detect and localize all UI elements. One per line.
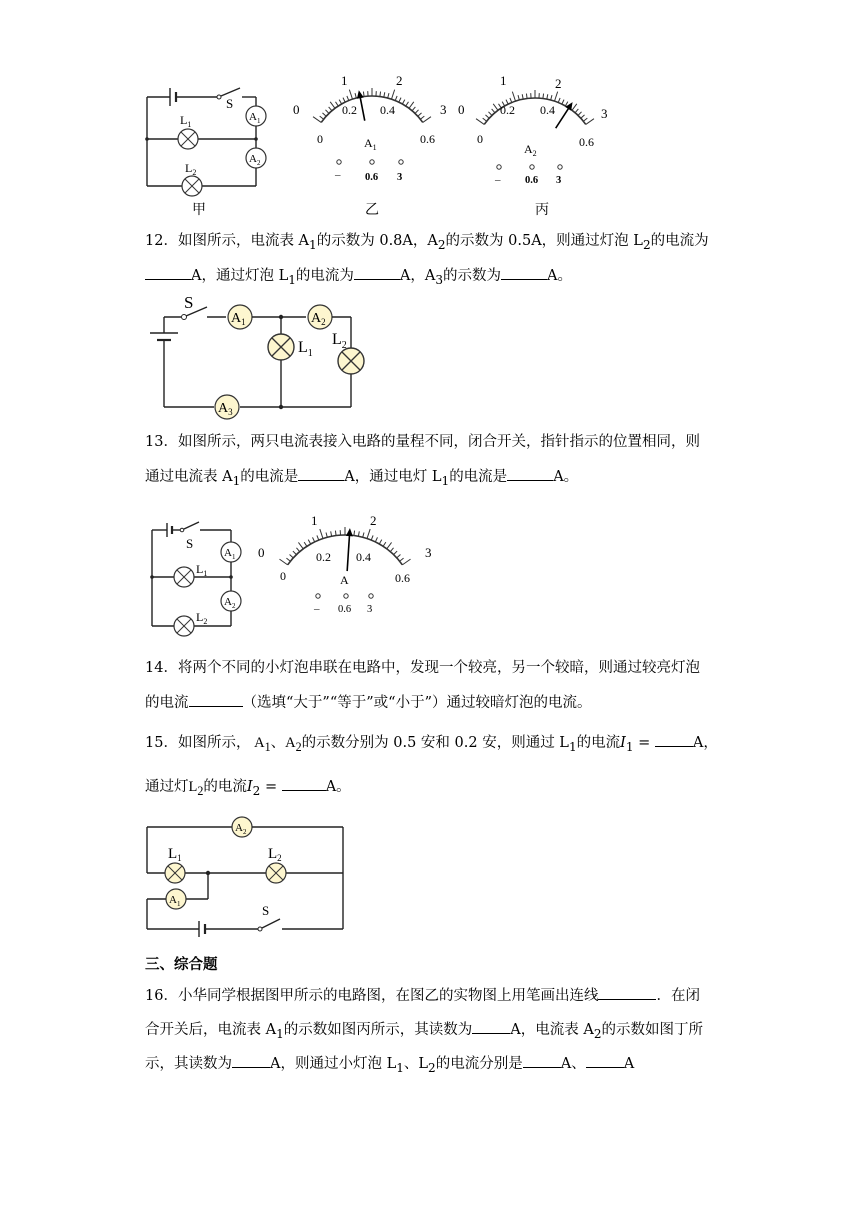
- svg-text:0.6: 0.6: [525, 175, 539, 186]
- svg-text:A2: $A_2$: [235, 822, 247, 836]
- dial-tick: [493, 104, 498, 110]
- dial-tick: [308, 540, 310, 544]
- dial-tick: [320, 116, 324, 119]
- dial-tick: [562, 100, 564, 105]
- dial-tick: [485, 115, 489, 118]
- answer-blank[interactable]: [501, 265, 547, 280]
- dial-tick: [395, 96, 397, 101]
- dial-tick: [336, 102, 339, 106]
- svg-text:0.6: 0.6: [338, 604, 352, 615]
- svg-text:–: –: [335, 169, 341, 181]
- dial-tick: [558, 98, 560, 103]
- svg-text:S: S: [186, 536, 194, 551]
- question-13-line2: 通过电流表 $A_1$的电流是 A，通过电灯 $L_1$的电流是 A。: [145, 466, 725, 491]
- dial-tick: [317, 535, 319, 540]
- dial-tick: [551, 95, 552, 100]
- ammeter-dial-q13: [255, 505, 440, 625]
- dial-tick: [329, 107, 332, 111]
- dial-tick: [355, 93, 356, 98]
- dial-tick: [380, 92, 381, 97]
- lamp-l1: [178, 129, 198, 149]
- dial-tick: [383, 542, 386, 546]
- svg-text:A2: $A_2$: [311, 311, 326, 327]
- svg-text:1: 1: [341, 73, 348, 88]
- dial-tick: [358, 531, 359, 536]
- svg-text:S: S: [184, 293, 194, 312]
- answer-blank[interactable]: [232, 1053, 270, 1068]
- dial-tick: [325, 110, 328, 114]
- answer-blank[interactable]: [507, 466, 553, 481]
- dial-tick: [555, 92, 558, 101]
- dial-tick: [406, 102, 409, 106]
- dial-tick: [488, 112, 491, 116]
- answer-blank[interactable]: [354, 265, 400, 280]
- svg-text:A1: $A_1$: [249, 111, 261, 125]
- lamp-l2: [266, 863, 286, 883]
- question-16-line2: 合开关后，电流表 $A_1$的示数如图丙所示，其读数为 A，电流表 $A_2$的示数如图丁所: [145, 1019, 725, 1044]
- dial-tick: [415, 110, 418, 114]
- dial-tick: [331, 531, 332, 536]
- lamp-l1: [268, 334, 294, 360]
- answer-blank[interactable]: [145, 265, 191, 280]
- svg-text:–: –: [314, 603, 320, 615]
- dial-tick: [286, 558, 290, 561]
- dial-tick: [390, 548, 393, 552]
- dial-tick: [572, 104, 577, 110]
- dial-tick: [392, 90, 395, 99]
- svg-text:0.6: 0.6: [420, 132, 435, 146]
- dial-tick: [492, 109, 495, 113]
- dial-tick: [279, 559, 287, 565]
- dial-tick: [375, 537, 377, 542]
- svg-text:L1: $L_1$: [298, 339, 313, 359]
- svg-text:A2: $A_2$: [224, 596, 236, 610]
- dial-tick: [399, 98, 401, 103]
- circuit-figure-q15: [0, 815, 860, 935]
- svg-text:2: 2: [396, 73, 403, 88]
- svg-text:3: 3: [397, 172, 403, 183]
- svg-text:A1: $A_1$: [364, 136, 377, 152]
- dial-tick: [518, 95, 519, 100]
- dial-tick: [387, 542, 392, 548]
- question-16-line3: 示，其读数为 A，则通过小灯泡 $L_1$、$L_2$的电流分别是 A、 A: [145, 1053, 725, 1078]
- svg-text:1: 1: [500, 73, 507, 88]
- ammeter-dial-yi: [290, 70, 460, 190]
- dial-tick: [586, 119, 594, 125]
- dial-tick: [575, 109, 578, 113]
- circuit-figure-q12: [0, 290, 860, 420]
- dial-arc: [288, 535, 403, 565]
- caption-bing: 丙: [535, 203, 549, 218]
- dial-tick: [343, 98, 345, 103]
- svg-text:0: 0: [258, 545, 265, 560]
- svg-text:0: 0: [477, 132, 483, 146]
- dial-tick: [296, 548, 299, 552]
- svg-text:3: 3: [367, 604, 373, 615]
- svg-text:A1: $A_1$: [224, 547, 236, 561]
- dial-tick: [388, 93, 389, 98]
- dial-tick: [349, 90, 352, 99]
- svg-text:2: 2: [555, 76, 562, 91]
- dial-tick: [565, 102, 567, 106]
- dial-tick: [347, 96, 349, 101]
- switch-label: S: [226, 96, 234, 111]
- dial-tick: [522, 94, 523, 99]
- svg-text:L2: $L_2$: [332, 331, 347, 351]
- dial-tick: [304, 542, 307, 546]
- dial-tick: [547, 94, 548, 99]
- ammeter-dial-bing: [455, 70, 625, 190]
- dial-tick: [371, 535, 373, 540]
- dial-tick: [402, 559, 410, 565]
- svg-text:2: 2: [370, 513, 377, 528]
- dial-tick: [363, 92, 364, 97]
- dial-tick: [578, 112, 581, 116]
- svg-text:0.6: 0.6: [365, 172, 379, 183]
- svg-text:0.6: 0.6: [579, 135, 594, 149]
- svg-text:A2: $A_2$: [524, 142, 537, 158]
- dial-tick: [581, 115, 585, 118]
- svg-text:L2: $L_2$: [196, 610, 208, 626]
- question-16-line1: 16．小华同学根据图甲所示的电路图，在图乙的实物图上用笔画出连线 ．在闭: [145, 985, 725, 1006]
- dial-tick: [512, 92, 515, 101]
- dial-tick: [402, 100, 404, 104]
- svg-text:0.4: 0.4: [380, 103, 395, 117]
- answer-blank[interactable]: [282, 776, 326, 791]
- dial-tick: [290, 554, 294, 557]
- lamp-l2: [182, 176, 202, 196]
- svg-text:3: 3: [601, 106, 608, 121]
- svg-text:L2: $L_2$: [268, 846, 282, 863]
- lamp-l2: [174, 616, 194, 636]
- answer-blank[interactable]: [472, 1019, 510, 1034]
- svg-text:0.4: 0.4: [356, 550, 371, 564]
- question-15-line1: 15．如图所示， $A_1$、$A_2$的示数分别为 0.5 安和 0.2 安，则通过 $L_1$的电流$I_1 = A$，: [145, 732, 725, 757]
- dial-tick: [423, 117, 431, 123]
- answer-blank[interactable]: [189, 692, 243, 707]
- dial-tick: [313, 537, 315, 542]
- caption-yi: 乙: [365, 203, 379, 218]
- lamp-l2: [338, 348, 364, 374]
- dial-tick: [412, 107, 415, 111]
- caption-jia: 甲: [192, 203, 206, 218]
- section-heading: 三、综合题: [145, 956, 218, 973]
- dial-tick: [367, 529, 370, 538]
- svg-text:A3: $A_3$: [218, 401, 233, 417]
- dial-needle: [347, 531, 350, 571]
- question-14-line2: 的电流 （选填“大于”“等于”或“小于”）通过较暗灯泡的电流。: [145, 692, 725, 713]
- dial-tick: [363, 532, 364, 537]
- svg-text:L1: $L_1$: [168, 846, 182, 863]
- svg-text:0.6: 0.6: [395, 571, 410, 585]
- dial-needle-head: [346, 528, 353, 536]
- svg-text:A1: $A_1$: [169, 894, 181, 908]
- dial-tick: [384, 92, 385, 97]
- lamp-l1: [165, 863, 185, 883]
- dial-needle-head: [357, 90, 364, 99]
- svg-text:L2: $L_2$: [185, 161, 197, 177]
- svg-text:L1: $L_1$: [180, 113, 192, 129]
- lamp-l1: [174, 567, 194, 587]
- svg-text:L1: $L_1$: [196, 562, 208, 578]
- answer-blank[interactable]: [598, 985, 656, 1000]
- dial-tick: [298, 542, 303, 548]
- dial-tick: [313, 117, 321, 123]
- dial-tick: [418, 113, 422, 116]
- dial-tick: [335, 531, 336, 536]
- dial-tick: [483, 118, 487, 121]
- dial-tick: [322, 113, 326, 116]
- question-15-line2: 通过灯$L_2$的电流$I_2 = A$。: [145, 776, 725, 801]
- svg-text:A2: $A_2$: [249, 153, 261, 167]
- svg-text:0: 0: [293, 102, 300, 117]
- svg-text:0: 0: [317, 132, 323, 146]
- question-13-line1: 13．如图所示，两只电流表接入电路的量程不同，闭合开关，指针指示的位置相同，则: [145, 434, 700, 450]
- svg-text:3: 3: [440, 102, 447, 117]
- svg-text:0.4: 0.4: [540, 103, 555, 117]
- dial-tick: [326, 532, 327, 537]
- svg-text:0.2: 0.2: [500, 103, 515, 117]
- svg-text:0.2: 0.2: [342, 103, 357, 117]
- answer-blank[interactable]: [655, 732, 693, 747]
- dial-tick: [409, 102, 414, 108]
- question-12-line2: A，通过灯泡 $L_1$的电流为 A，$A_3$的示数为 A。: [145, 265, 725, 290]
- answer-blank[interactable]: [298, 466, 344, 481]
- dial-tick: [400, 558, 404, 561]
- dial-tick: [397, 554, 401, 557]
- svg-text:0: 0: [280, 569, 286, 583]
- answer-blank[interactable]: [586, 1053, 624, 1068]
- svg-text:A1: $A_1$: [231, 311, 246, 327]
- dial-arc: [321, 96, 423, 122]
- dial-tick: [394, 551, 397, 555]
- svg-text:0.2: 0.2: [316, 550, 331, 564]
- dial-tick: [526, 94, 527, 99]
- svg-text:A: A: [340, 573, 349, 587]
- dial-tick: [510, 98, 512, 103]
- question-14-line1: 14．将两个不同的小灯泡串联在电路中，发现一个较亮，另一个较暗，则通过较亮灯泡: [145, 660, 700, 676]
- answer-blank[interactable]: [523, 1053, 561, 1068]
- svg-text:1: 1: [311, 513, 318, 528]
- dial-tick: [543, 94, 544, 99]
- question-12-line1: 12．如图所示，电流表 $A_1$的示数为 0.8A，$A_2$的示数为 0.5A，则通过灯泡 $L_2$的电流为: [145, 233, 709, 252]
- dial-tick: [476, 119, 484, 125]
- svg-text:S: S: [262, 903, 270, 918]
- dial-tick: [354, 531, 355, 536]
- dial-tick: [320, 529, 323, 538]
- svg-text:3: 3: [425, 545, 432, 560]
- svg-text:0: 0: [458, 102, 465, 117]
- svg-text:3: 3: [556, 175, 562, 186]
- dial-tick: [379, 540, 381, 544]
- dial-tick: [293, 551, 296, 555]
- dial-tick: [583, 118, 587, 121]
- dial-tick: [420, 116, 424, 119]
- svg-text:–: –: [495, 174, 501, 186]
- dial-tick: [330, 102, 335, 108]
